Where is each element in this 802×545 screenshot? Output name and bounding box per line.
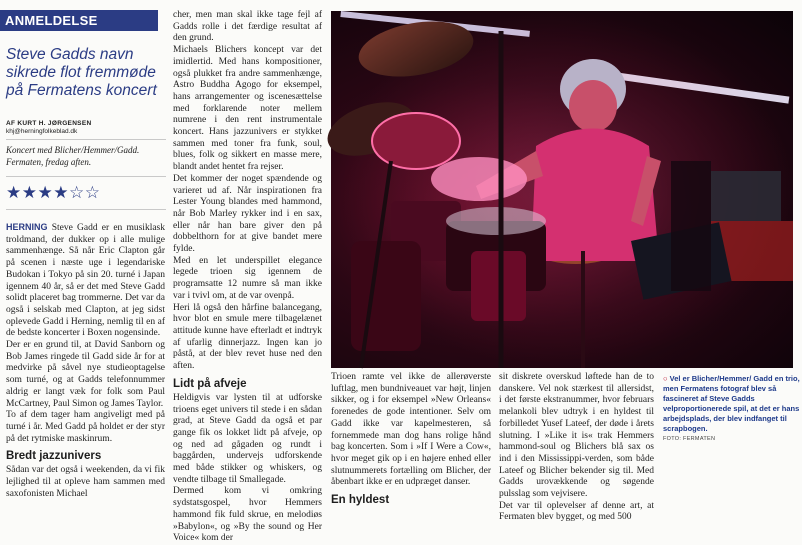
byline-author: AF KURT H. JØRGENSEN — [6, 120, 92, 127]
circle-icon: ○ — [663, 374, 668, 383]
article-headline: Steve Gadds navn sikrede flot fremmøde på Fermatens koncert — [6, 46, 157, 99]
paragraph: Det kommer der noget spændende og varieret ud af. Når inspirationen fra Lester Young blandes med hammond, når Bob Marley rykker ind i en sax, eller når han bare giver den på dobbelthorn for at give bandet mere fylde. — [173, 173, 322, 255]
paragraph: Sådan var det også i weekenden, da vi fik lejlighed til at opleve ham sammen med saxofonisten Michael — [6, 465, 165, 499]
concert-photo — [331, 11, 793, 368]
photo-credit: FOTO: FERMATEN — [663, 436, 716, 442]
concert-info: Koncert med Blicher/Hemmer/Gadd. Fermaten, fredag aften. — [6, 145, 140, 167]
paragraph: Med en let underspillet elegance legede trioen sig igennem de programsatte 12 numre så man ikke var i tvivl om, at de var ovenpå. — [173, 255, 322, 301]
article-column-2 — [173, 10, 322, 544]
paragraph: Trioen ramte vel ikke de allerøverste luftlag, men bundniveauet var højt, linjen sikker, og i for eksempel »New Orleans« forenedes de gode intentioner. Selv om Gadd ikke var kapelmesteren, så fornemmede man dog hans rolige hånd bag koncerten. Som i »If I Were a Cow«, hvor meget gik op i en højere enhed eller slutnummerets fortælling om Blicher, der åbenbart ikke er en udpræget danser. — [331, 372, 491, 488]
subheading: Bredt jazzunivers — [6, 450, 102, 463]
paragraph: To af dem tager ham angiveligt med på turné i år. Med Gadd på holdet er der styr på det rytmiske maskinrum. — [6, 410, 165, 444]
byline-email[interactable]: khj@herningfolkeblad.dk — [6, 128, 78, 135]
article-column-3 — [331, 372, 491, 519]
divider — [6, 139, 166, 140]
star-icon: ☆ — [84, 183, 101, 203]
star-icon: ★ — [6, 183, 22, 203]
paragraph: sit diskrete overskud løftede han de to danskere. Vel nok stærkest til allersidst, i det første ekstranummer, hvor februars melankoli blev udtryk i en hyldest til forbilledet Yusef Lateef, der døde i årets slutning. I »Like it is« trak Hemmers hammond-soul og Blichers blå sax os ind i den Mississippi-verden, som både Lateef og Blicher bekender sig til. Med Gadds urovækkende og søgende pulsslag som vejvisere. — [499, 372, 654, 500]
drummer-photo-illustration — [331, 11, 793, 368]
caption-text: Vel er Blicher/Hemmer/ Gadd en trio, men Fermatens fotograf blev så fascineret af Steve Gadds velproportionerede spil, at det er hans arbejdsplads, der blev indfanget til scrapbogen. — [663, 374, 800, 433]
subheading: Lidt på afveje — [173, 377, 247, 390]
photo-caption — [663, 374, 801, 443]
paragraph: Det var til oplevelser af denne art, at Fermaten blev bygget, og med 500 — [499, 500, 654, 523]
star-icon: ★ — [37, 183, 54, 203]
article-column-4 — [499, 372, 654, 523]
star-rating — [6, 183, 101, 203]
paragraph: Michaels Blichers koncept var det imidlertid. Med hans kompositioner, også plukket fra andre sammenhænge, Astro Buddha Agogo for eksempel, hans arrangementer og iscenesættelse med forklarende noter mellem numrene i den rent instrumentale koncert. Hans jazzunivers er stykket sammen med toner fra funk, soul, blues, folk og sikkert en masse mere, blandt andet hentet fra rejser. — [173, 45, 322, 173]
subheading: En hyldest — [331, 494, 390, 507]
paragraph: Heri lå også den hårfine balancegang, hvor blot en smule mere tilbagelænet attitude kunne have efterladt et indtryk af ufarlig dinnerjazz. Ingen kan jo påstå, at der blev revet huse ned den aften. — [173, 302, 322, 372]
paragraph: Steve Gadd er en musiklask troldmand, der dukker op i alle mulige sammenhænge. Så når Eric Clapton går på scenen i næste uge i legendariske Budokan i Tokyo på sin 20. turné i Japan igennem 40 år, så er det med Steve Gadd solidt placeret bag trommerne. Det var da også i selskab med Clapton, at jeg sidst oplevede Gadd i Herning, nemlig til en af de bedste koncerter i Boxen nogensinde. — [6, 223, 165, 339]
section-label: ANMELDELSE — [0, 10, 158, 31]
paragraph: Der er en grund til, at David Sanborn og Bob James ringede til Gadd side år for at medvirke på såvel nye studieoptagelse som turné, og at Gadds telefonnummer aldrig er langt væk for folk som Paul McCartney, Paul Simon og James Taylor. — [6, 340, 165, 409]
article-column-1 — [6, 222, 165, 522]
paragraph: Heldigvis var lysten til at udforske trioens eget univers til stede i en sådan grad, at Steve Gadd da også et par gange fik os lokket lidt på afveje, op og ned ad gågaden og rundt i baggården, undervejs udforskende med både stikker og whiskers, og vendte tilbage til Smallegade. — [173, 392, 322, 485]
dateline: HERNING — [6, 222, 48, 232]
paragraph: cher, men man skal ikke tage fejl af Gadds rolle i det færdige resultat af den grund. — [173, 10, 322, 44]
divider — [6, 209, 166, 210]
paragraph: Dermed kom vi omkring sydstatsgospel, hvor Hemmers hammond fik fuld skrue, en melodiøs »Babylon«, og »By the sound og Her Voice« kom der — [173, 486, 322, 544]
star-icon: ★ — [21, 183, 38, 203]
star-icon: ★ — [53, 183, 69, 203]
star-icon: ☆ — [69, 183, 85, 203]
divider — [6, 176, 166, 177]
